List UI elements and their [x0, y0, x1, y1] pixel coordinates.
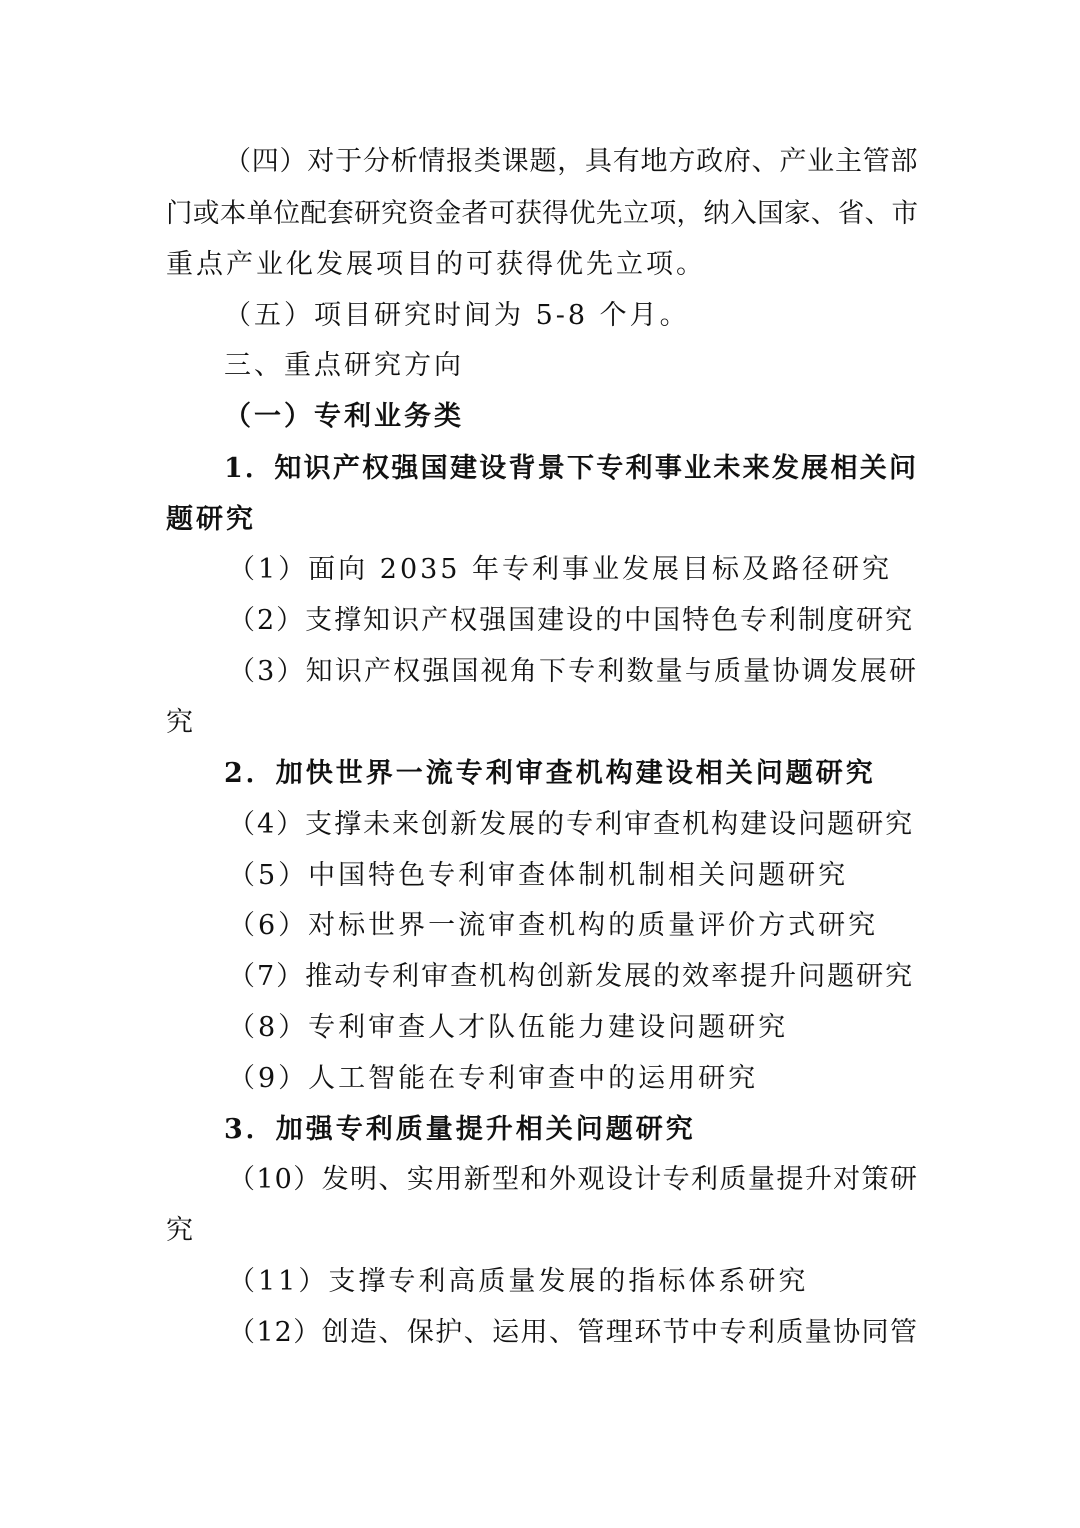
topic-1-heading-line-1: 1．知识产权强国建设背景下专利事业未来发展相关问 [224, 453, 918, 484]
paragraph-4-line-2: 门或本单位配套研究资金者可获得优先立项，纳入国家、省、市 [166, 198, 918, 229]
item-2: （2）支撑知识产权强国建设的中国特色专利制度研究 [228, 605, 915, 636]
topic-1-heading-line-2: 题研究 [166, 504, 256, 535]
subsection-heading-1: （一）专利业务类 [224, 401, 464, 432]
item-5: （5）中国特色专利审查体制机制相关问题研究 [228, 860, 849, 891]
item-3-line-2: 究 [166, 707, 196, 738]
item-11: （11）支撑专利高质量发展的指标体系研究 [228, 1266, 809, 1297]
item-7: （7）推动专利审查机构创新发展的效率提升问题研究 [228, 961, 915, 992]
topic-3-heading: 3．加强专利质量提升相关问题研究 [224, 1114, 696, 1145]
paragraph-5: （五）项目研究时间为 5-8 个月。 [224, 300, 690, 331]
section-heading-3: 三、重点研究方向 [224, 350, 464, 381]
item-4: （4）支撑未来创新发展的专利审查机构建设问题研究 [228, 809, 915, 840]
item-10-line-2: 究 [166, 1215, 196, 1246]
item-10-line-1: （10）发明、实用新型和外观设计专利质量提升对策研 [228, 1164, 918, 1195]
paragraph-4-line-3: 重点产业化发展项目的可获得优先立项。 [166, 249, 706, 280]
topic-2-heading: 2．加快世界一流专利审查机构建设相关问题研究 [224, 758, 876, 789]
item-8: （8）专利审查人才队伍能力建设问题研究 [228, 1012, 789, 1043]
item-6: （6）对标世界一流审查机构的质量评价方式研究 [228, 910, 879, 941]
item-3-line-1: （3）知识产权强国视角下专利数量与质量协调发展研 [228, 656, 918, 687]
item-9: （9）人工智能在专利审查中的运用研究 [228, 1063, 759, 1094]
item-12-line-1: （12）创造、保护、运用、管理环节中专利质量协同管 [228, 1317, 918, 1348]
item-1: （1）面向 2035 年专利事业发展目标及路径研究 [228, 554, 893, 585]
paragraph-4-line-1: （四）对于分析情报类课题，具有地方政府、产业主管部 [224, 146, 918, 177]
